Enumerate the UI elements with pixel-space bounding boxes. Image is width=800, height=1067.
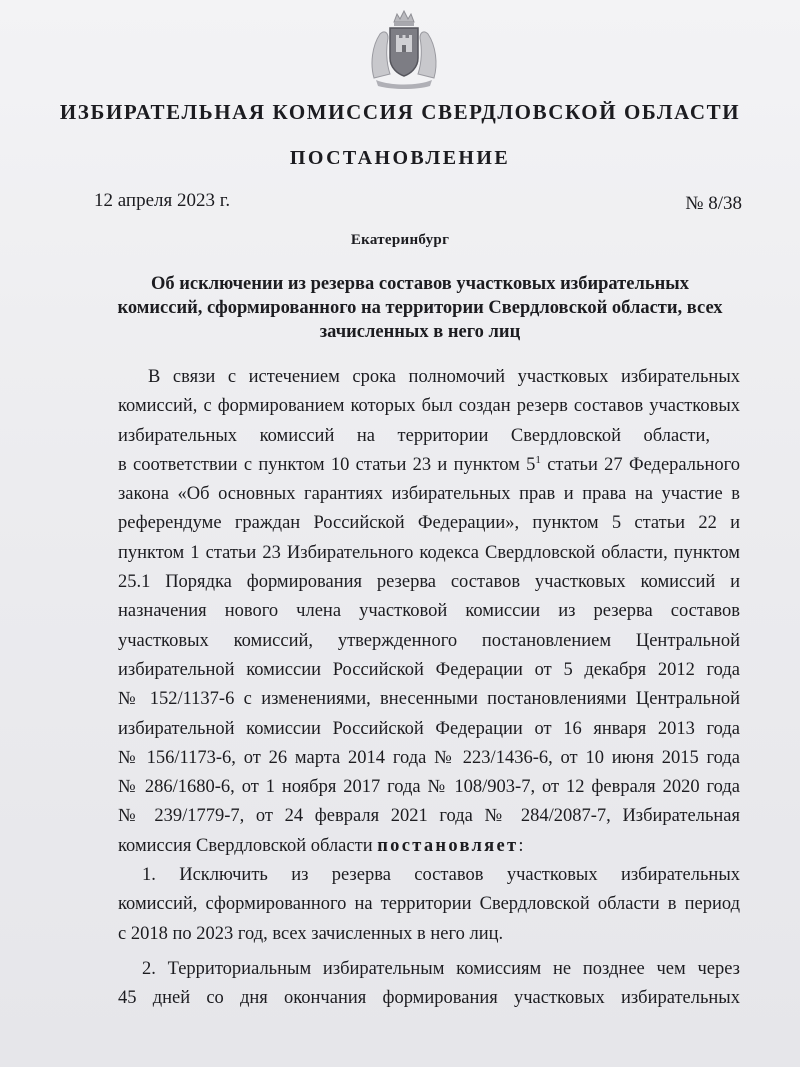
- text-line: 1. Исключить из резерва составов участковых избирательных: [142, 865, 740, 886]
- text-line: участковых комиссий, утвержденного постановлением Центральной: [118, 630, 740, 651]
- superscript-marker: 1: [535, 453, 541, 466]
- document-type: ПОСТАНОВЛЕНИЕ: [289, 147, 511, 169]
- preamble-paragraph: [118, 363, 740, 861]
- document-city: Екатеринбург: [350, 232, 450, 248]
- resolution-keyword: постановляет: [377, 835, 519, 856]
- text-line: с 2018 по 2023 год, всех зачисленных в него лиц.: [118, 923, 504, 944]
- text-line: референдуме граждан Российской Федерации», пунктом 5 статьи 22 и: [118, 513, 740, 534]
- text-line: пунктом 1 статьи 23 Избирательного кодекса Свердловской области, пунктом: [118, 542, 740, 563]
- text-fragment: комиссия Свердловской области: [118, 835, 378, 856]
- heading-line: Об исключении из резерва составов участковых избирательных: [151, 274, 689, 294]
- document-body: [118, 363, 740, 1014]
- text-line: № 239/1779-7, от 24 февраля 2021 года № 284/2087-7, Избирательная: [118, 806, 740, 827]
- text-line: [118, 832, 740, 861]
- text-line: избирательной комиссии Российской Федерации от 5 декабря 2012 года: [118, 659, 740, 680]
- text-line: 25.1 Порядка формирования резерва составов участковых комиссий и: [118, 572, 740, 593]
- document-date: 12 апреля 2023 г.: [94, 190, 231, 211]
- text-fragment: статьи 27 Федерального: [540, 454, 740, 475]
- text-fragment: :: [518, 835, 524, 856]
- text-fragment: избирательных комиссий на территории Свердловской области,: [118, 425, 710, 446]
- resolution-item: [118, 861, 740, 949]
- document-heading: [110, 272, 730, 344]
- text-line: избирательной комиссии Российской Федерации от 16 января 2013 года: [118, 718, 740, 739]
- document-number: № 8/38: [685, 193, 742, 214]
- text-line: № 286/1680-6, от 1 ноября 2017 года № 108/903-7, от 12 февраля 2020 года: [118, 777, 740, 798]
- text-line: комиссий, с формированием которых был создан резерв составов участковых: [118, 396, 740, 417]
- sverdlovsk-oblast-coat-of-arms-icon: [366, 8, 442, 90]
- text-fragment: в соответствии с пунктом 10 статьи 23 и пунктом 5: [118, 454, 536, 475]
- text-line: комиссий, сформированного на территории Свердловской области в период: [118, 894, 740, 915]
- resolution-item: [118, 955, 740, 1014]
- text-line: В связи с истечением срока полномочий участковых избирательных: [148, 367, 740, 387]
- heading-line: комиссий, сформированного на территории Свердловской области, всех: [117, 298, 723, 318]
- text-line: [118, 451, 740, 480]
- organization-title: ИЗБИРАТЕЛЬНАЯ КОМИССИЯ СВЕРДЛОВСКОЙ ОБЛАСТИ: [59, 100, 741, 124]
- text-line: 45 дней со дня окончания формирования участковых избирательных: [118, 988, 740, 1009]
- text-line: № 152/1137-6 с изменениями, внесенными постановлениями Центральной: [118, 689, 740, 710]
- text-line: № 156/1173-6, от 26 марта 2014 года № 223/1436-6, от 10 июня 2015 года: [118, 747, 740, 768]
- heading-line: зачисленных в него лиц: [319, 322, 521, 342]
- text-line: [118, 422, 740, 451]
- text-line: закона «Об основных гарантиях избирательных прав и права на участие в: [118, 484, 740, 505]
- text-line: 2. Территориальным избирательным комиссиям не позднее чем через: [142, 958, 740, 979]
- text-line: назначения нового члена участковой комиссии из резерва составов: [118, 601, 740, 622]
